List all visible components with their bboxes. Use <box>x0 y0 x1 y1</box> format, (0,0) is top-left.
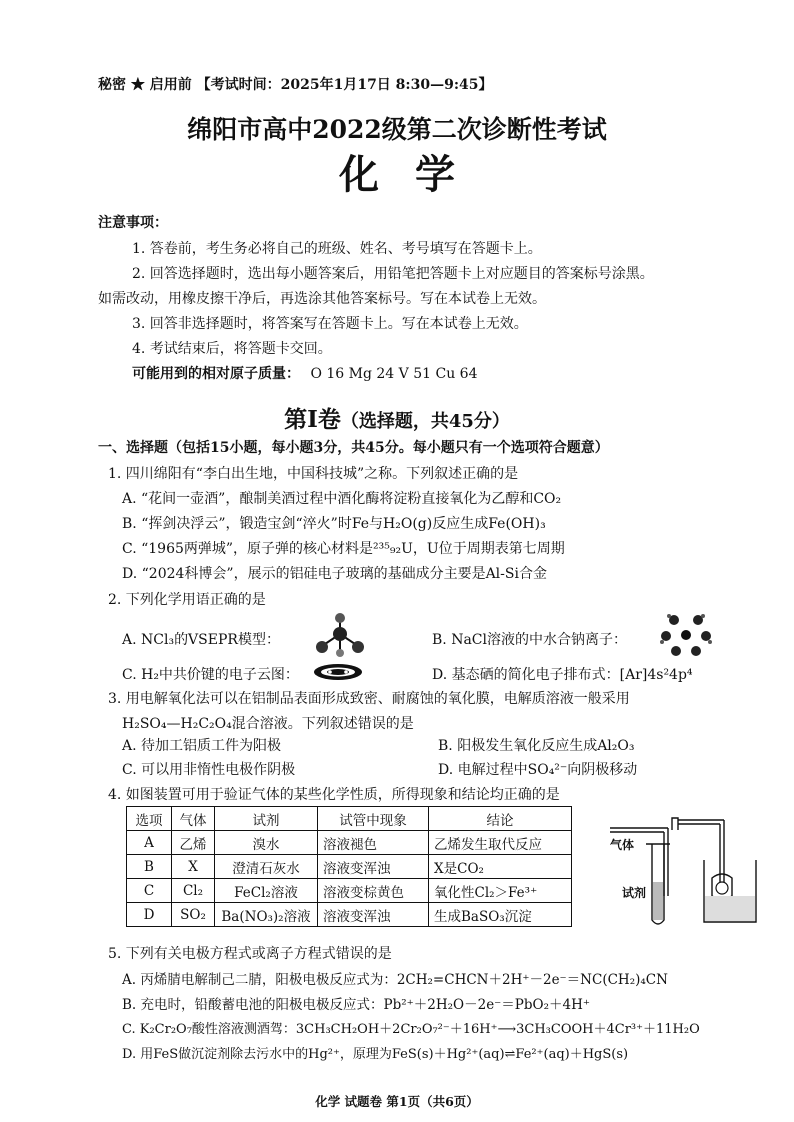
table-cell: SO₂ <box>172 903 215 927</box>
q3-stem-cont: H₂SO₄—H₂C₂O₄混合溶液。下列叙述错误的是 <box>122 716 414 732</box>
table-cell: Ba(NO₃)₂溶液 <box>215 903 318 927</box>
q3-option-c: C. 可以用非惰性电极作阴极 <box>122 762 296 778</box>
notice-item: 如需改动，用橡皮擦干净后，再选涂其他答案标号。写在本试卷上无效。 <box>98 291 546 307</box>
table-cell: FeCl₂溶液 <box>215 879 318 903</box>
q2-option-b: B. NaCl溶液的中水合钠离子： <box>432 632 627 648</box>
table-cell: B <box>127 855 172 879</box>
q4-stem: 4. 如图装置可用于验证气体的某些化学性质，所得现象和结论均正确的是 <box>108 787 560 803</box>
table-cell: 溴水 <box>215 831 318 855</box>
q3-option-a: A. 待加工铝质工件为阳极 <box>122 738 282 754</box>
page-footer: 化学 试题卷 第1页（共6页） <box>315 1094 479 1109</box>
table-header: 结论 <box>429 807 572 831</box>
table-header: 气体 <box>172 807 215 831</box>
q5-option-d: D. 用FeS做沉淀剂除去污水中的Hg²⁺，原理为FeS(s)＋Hg²⁺(aq)⇌Fe²⁺(aq)＋HgS(s) <box>122 1047 629 1062</box>
table-cell: 生成BaSO₃沉淀 <box>429 903 572 927</box>
table-cell: C <box>127 879 172 903</box>
table-header: 试剂 <box>215 807 318 831</box>
table-cell: 乙烯发生取代反应 <box>429 831 572 855</box>
atomic-mass-values: O 16 Mg 24 V 51 Cu 64 <box>310 366 478 382</box>
table-row <box>127 879 572 903</box>
part-heading: 一、选择题（包括15小题，每小题3分，共45分。每小题只有一个选项符合题意） <box>98 440 609 456</box>
hydrated-sodium-ion-figure <box>660 612 712 658</box>
section-name: 第Ⅰ卷 <box>284 406 341 433</box>
table-cell: A <box>127 831 172 855</box>
notice-heading: 注意事项： <box>98 215 168 231</box>
gas-test-apparatus-diagram <box>606 816 766 934</box>
table-header: 选项 <box>127 807 172 831</box>
table-cell: 澄清石灰水 <box>215 855 318 879</box>
notice-item: 1. 答卷前，考生务必将自己的班级、姓名、考号填写在答题卡上。 <box>132 241 542 257</box>
q2-option-d: D. 基态硒的简化电子排布式：[Ar]4s²4p⁴ <box>432 667 693 683</box>
q1-option-d: D. “2024科博会”，展示的铝硅电子玻璃的基础成分主要是Al-Si合金 <box>122 566 547 582</box>
atomic-mass-line <box>132 363 477 383</box>
subject-title: 化学 <box>339 151 491 198</box>
electron-cloud-figure <box>312 661 364 683</box>
table-row <box>127 903 572 927</box>
table-cell: X <box>172 855 215 879</box>
table-cell: 乙烯 <box>172 831 215 855</box>
table-cell: 溶液变棕黄色 <box>318 879 429 903</box>
q1-option-a: A. “花间一壶酒”，酿制美酒过程中酒化酶将淀粉直接氧化为乙醇和CO₂ <box>122 491 562 507</box>
table-row <box>127 831 572 855</box>
q4-table <box>126 806 572 927</box>
q1-option-b: B. “挥剑决浮云”，锻造宝剑“淬火”时Fe与H₂O(g)反应生成Fe(OH)₃ <box>122 516 546 532</box>
table-cell: 溶液变浑浊 <box>318 855 429 879</box>
table-cell: X是CO₂ <box>429 855 572 879</box>
vsepr-model-figure <box>312 612 368 658</box>
atomic-mass-label: 可能用到的相对原子质量： <box>132 366 300 382</box>
exam-title: 绵阳市高中2022级第二次诊断性考试 <box>187 115 607 144</box>
table-header-row <box>127 807 572 831</box>
q2-stem: 2. 下列化学用语正确的是 <box>108 592 266 608</box>
notice-item: 2. 回答选择题时，选出每小题答案后，用铅笔把答题卡上对应题目的答案标号涂黑。 <box>132 266 654 282</box>
notice-item: 4. 考试结束后，将答题卡交回。 <box>132 341 332 357</box>
table-cell: 溶液变浑浊 <box>318 903 429 927</box>
q1-stem: 1. 四川绵阳有“李白出生地，中国科技城”之称。下列叙述正确的是 <box>108 466 519 482</box>
q2-option-a: A. NCl₃的VSEPR模型： <box>122 632 280 648</box>
table-cell: D <box>127 903 172 927</box>
notice-item: 3. 回答非选择题时，将答案写在答题卡上。写在本试卷上无效。 <box>132 316 528 332</box>
table-cell: 氧化性Cl₂＞Fe³⁺ <box>429 879 572 903</box>
table-row <box>127 855 572 879</box>
q5-stem: 5. 下列有关电极方程式或离子方程式错误的是 <box>108 946 392 962</box>
exam-header: 秘密 ★ 启用前 【考试时间：2025年1月17日 8:30—9:45】 <box>98 77 493 93</box>
table-cell: Cl₂ <box>172 879 215 903</box>
section-subtitle: （选择题，共45分） <box>340 411 510 432</box>
diagram-reagent-label: 试剂 <box>622 886 647 900</box>
q5-option-c: C. K₂Cr₂O₇酸性溶液测酒驾：3CH₃CH₂OH＋2Cr₂O₇²⁻＋16H⁺⟶3CH₃COOH＋4Cr³⁺＋11H₂O <box>122 1022 700 1037</box>
section-title <box>0 401 794 434</box>
table-header: 试管中现象 <box>318 807 429 831</box>
q5-option-a: A. 丙烯腈电解制己二腈，阳极电极反应式为：2CH₂=CHCN＋2H⁺－2e⁻＝NC(CH₂)₄CN <box>122 972 668 988</box>
table-cell: 溶液褪色 <box>318 831 429 855</box>
q2-option-c: C. H₂中共价键的电子云图： <box>122 667 299 683</box>
q5-option-b: B. 充电时，铅酸蓄电池的阳极电极反应式：Pb²⁺＋2H₂O－2e⁻＝PbO₂＋4H⁺ <box>122 997 591 1013</box>
q3-option-b: B. 阳极发生氧化反应生成Al₂O₃ <box>438 738 635 754</box>
q3-stem: 3. 用电解氧化法可以在铝制品表面形成致密、耐腐蚀的氧化膜，电解质溶液一般采用 <box>108 691 630 707</box>
diagram-gas-label: 气体 <box>610 838 635 852</box>
q3-option-d: D. 电解过程中SO₄²⁻向阴极移动 <box>438 762 638 778</box>
q1-option-c: C. “1965两弹城”，原子弹的核心材料是²³⁵₉₂U，U位于周期表第七周期 <box>122 541 565 557</box>
